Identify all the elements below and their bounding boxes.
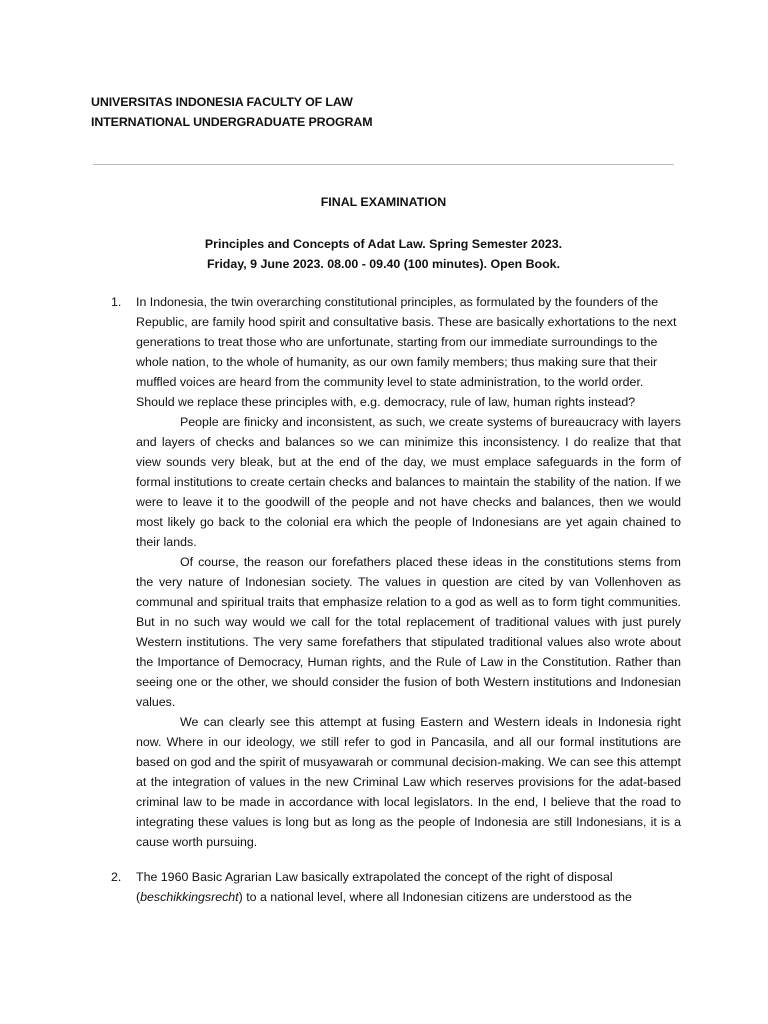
question-prompt: In Indonesia, the twin overarching constitutional principles, as formulated by the founders of the Republic, are family hood spirit and consultative basis. These are basically exhortations to the next generations to treat those who are unfortunate, starting from our immediate surroundings to the whole nation, to the whole of humanity, as our own family members; thus making sure that their muffled voices are heard from the community level to state administration, to the world order. Should we replace these principles with, e.g. democracy, rule of law, human rights instead? — [136, 295, 677, 409]
answer-paragraph: Of course, the reason our forefathers placed these ideas in the constitutions stems from the very nature of Indonesian society. The values in question are cited by van Vollenhoven as communal and spiritual traits that emphasize relation to a god as well as to form tight communities. But in no such way would we call for the total replacement of traditional values with just purely Western institutions. The very same forefathers that stipulated traditional values also wrote about the Importance of Democracy, Human rights, and the Rule of Law in the Constitution. Rather than seeing one or the other, we should consider the fusion of both Western institutions and Indonesian values. — [136, 555, 681, 709]
question-item — [111, 867, 681, 907]
question-body — [136, 867, 681, 907]
institution-header — [91, 92, 372, 132]
course-info — [93, 234, 674, 274]
program-name: INTERNATIONAL UNDERGRADUATE PROGRAM — [91, 115, 373, 129]
prompt-text: The 1960 Basic Agrarian Law basically extrapolated the concept of the right of disposal ( — [136, 870, 613, 904]
question-body — [136, 292, 681, 852]
prompt-text: ) to a national level, where all Indonesian citizens are understood as the — [238, 890, 632, 904]
question-number: 2. — [111, 870, 122, 884]
header-divider — [93, 164, 674, 165]
question-number: 1. — [111, 295, 122, 309]
question-list — [111, 292, 681, 922]
prompt-italic-term: beschikkingsrecht — [140, 890, 239, 904]
question-prompt — [136, 867, 681, 907]
university-name: UNIVERSITAS INDONESIA FACULTY OF LAW — [91, 95, 353, 109]
answer-paragraph: We can clearly see this attempt at fusing Eastern and Western ideals in Indonesia right now. Where in our ideology, we still refer to god in Pancasila, and all our formal institutions are based on god and the spirit of musyawarah or communal decision-making. We can see this attempt at the integration of values in the new Criminal Law which reserves provisions for the adat-based criminal law to be made in accordance with local legislators. In the end, I believe that the road to integrating these values is long but as long as the people of Indonesia are still Indonesians, it is a cause worth pursuing. — [136, 715, 681, 849]
exam-title: FINAL EXAMINATION — [320, 195, 447, 209]
question-item — [111, 292, 681, 852]
course-name-line: Principles and Concepts of Adat Law. Spring Semester 2023. — [204, 237, 563, 251]
exam-schedule-line: Friday, 9 June 2023. 08.00 - 09.40 (100 minutes). Open Book. — [206, 257, 561, 271]
answer-paragraph: People are finicky and inconsistent, as such, we create systems of bureaucracy with layers and layers of checks and balances so we can minimize this inconsistency. I do realize that that view sounds very bleak, but at the end of the day, we must emplace safeguards in the form of formal institutions to create certain checks and balances to maintain the stability of the nation. If we were to leave it to the goodwill of the people and not have checks and balances, then we would most likely go back to the colonial era which the people of Indonesians are yet again chained to their lands. — [136, 415, 681, 549]
